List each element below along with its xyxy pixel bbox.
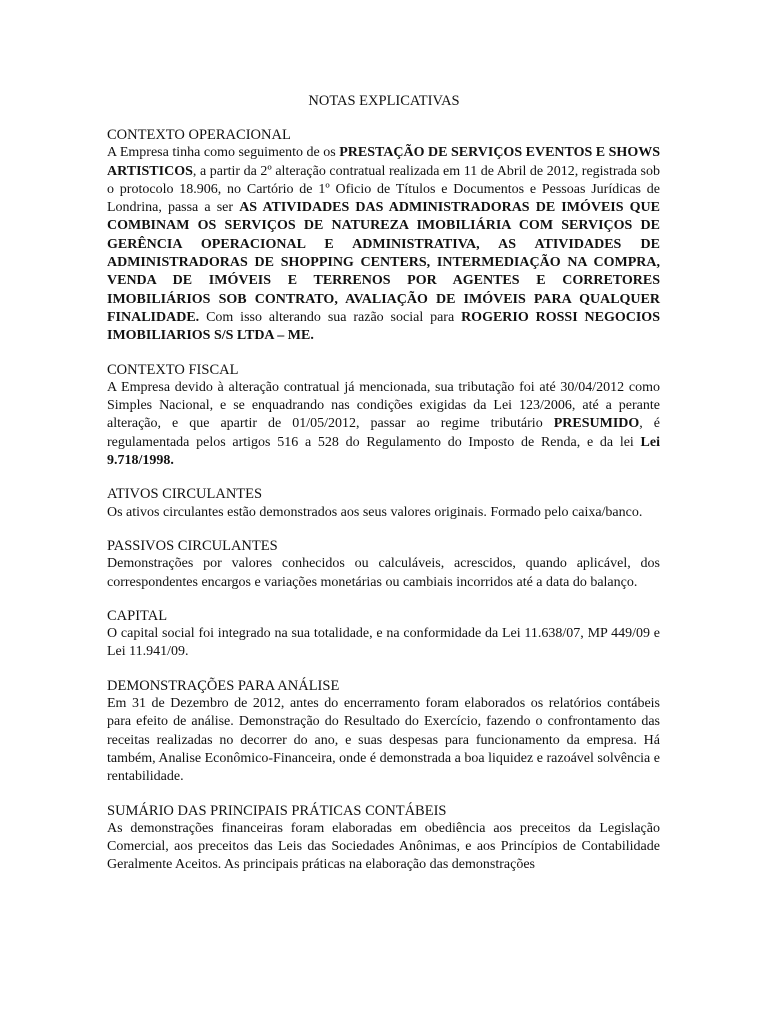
section-heading: CONTEXTO FISCAL <box>107 361 239 378</box>
section-sumario-praticas-contabeis <box>107 802 660 875</box>
section-paragraph: Demonstrações por valores conhecidos ou calculáveis, acrescidos, quando aplicável, dos correspondentes encargos e variações monetárias ou cambiais incorridos até a data do balanço. <box>107 556 660 590</box>
section-paragraph: Os ativos circulantes estão demonstrados aos seus valores originais. Formado pelo caixa/banco. <box>107 504 643 520</box>
paragraph-bold-text: PRESTAÇÃO DE SERVIÇOS EVENTOS E SHOWS ARTISTICOS <box>107 145 660 179</box>
paragraph-text: A Empresa devido à alteração contratual já mencionada, sua tributação foi até 30/04/2012 como Simples Nacional, e se enquadrando nas condições exigidas da Lei 123/2006, até a perante alteração, e que apartir de 01/05/2012, passar ao regime tributário <box>107 379 660 432</box>
section-heading: ATIVOS CIRCULANTES <box>107 486 263 503</box>
paragraph-text: , é regulamentada pelos artigos 516 a 528 do Regulamento do Imposto de Renda, e da lei <box>107 416 660 450</box>
section-paragraph <box>107 144 660 345</box>
section-demonstracoes-para-analise <box>107 677 660 787</box>
section-contexto-operacional <box>107 126 660 346</box>
document-body <box>107 126 660 890</box>
section-heading: CAPITAL <box>107 607 168 624</box>
paragraph-text: , a partir da 2º alteração contratual realizada em 11 de Abril de 2012, registrada sob o protocolo 18.906, no Cartório de 1º Oficio de Títulos e Documentos e Pessoas Jurídicas de Londrina, passa a ser <box>107 163 660 216</box>
section-paragraph: O capital social foi integrado na sua totalidade, e na conformidade da Lei 11.638/07, MP 449/09 e Lei 11.941/09. <box>107 626 660 660</box>
section-heading: CONTEXTO OPERACIONAL <box>107 127 291 143</box>
section-ativos-circulantes <box>107 485 660 522</box>
paragraph-bold-text: Lei 9.718/1998. <box>107 434 660 469</box>
company-name: ROGERIO ROSSI NEGOCIOS IMOBILIARIOS S/S LTDA – ME. <box>107 309 660 344</box>
paragraph-bold-text: PRESUMIDO <box>553 416 640 432</box>
section-paragraph: As demonstrações financeiras foram elaboradas em obediência aos preceitos da Legislação Comercial, aos preceitos das Leis das Sociedades Anônimas, e aos Princípios de Contabilidade Geralmente Aceitos. As principais práticas na elaboração das demonstrações <box>107 820 660 873</box>
paragraph-bold-text: AS ATIVIDADES DAS ADMINISTRADORAS DE IMÓVEIS QUE COMBINAM OS SERVIÇOS DE NATUREZA IMOBILIÁRIA COM SERVIÇOS DE GERÊNCIA OPERACIONAL E ADMINISTRATIVA, AS ATIVIDADES DE ADMINISTRADORAS DE SHOPPING CENTERS, INTERMEDIAÇÃO NA COMPRA, VENDA DE IMÓVEIS E TERRENOS POR AGENTES E CORRETORES IMOBILIÁRIOS SOB CONTRATO, AVALIAÇÃO DE IMÓVEIS PARA QUALQUER FINALIDADE. <box>107 200 660 325</box>
paragraph-text: Com isso alterando sua razão social para <box>199 309 462 325</box>
document-title: NOTAS EXPLICATIVAS <box>308 93 460 109</box>
section-capital <box>107 607 660 662</box>
section-contexto-fiscal <box>107 361 660 471</box>
section-passivos-circulantes <box>107 537 660 592</box>
section-heading: PASSIVOS CIRCULANTES <box>107 537 278 554</box>
section-heading: SUMÁRIO DAS PRINCIPAIS PRÁTICAS CONTÁBEIS <box>107 802 447 819</box>
section-paragraph: Em 31 de Dezembro de 2012, antes do encerramento foram elaborados os relatórios contábeis para efeito de análise. Demonstração do Resultado do Exercício, fazendo o confrontamento das receitas realizadas no decorrer do ano, e suas despesas para funcionamento da empresa. Há também, Analise Econômico-Financeira, onde é demonstrada a boa liquidez e razoável solvência e rentabilidade. <box>107 696 660 785</box>
section-paragraph <box>107 379 660 470</box>
paragraph-text: A Empresa tinha como seguimento de os <box>107 145 340 161</box>
section-heading: DEMONSTRAÇÕES PARA ANÁLISE <box>107 677 340 694</box>
